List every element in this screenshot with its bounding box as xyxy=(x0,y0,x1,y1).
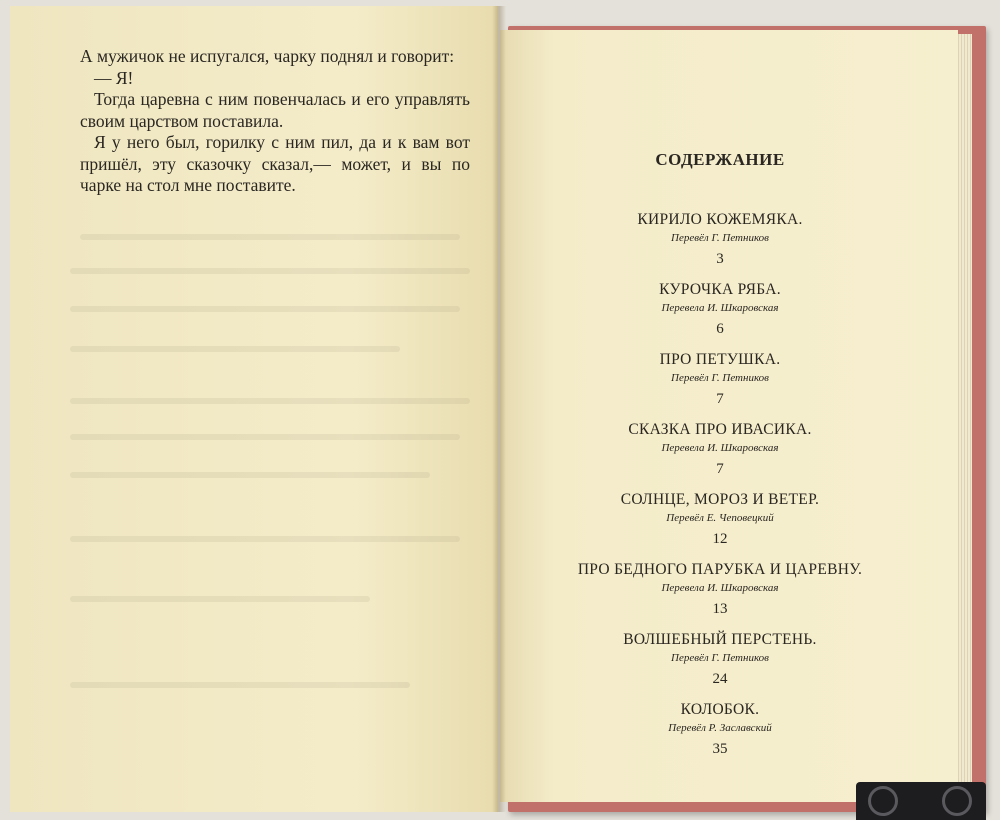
page-edges xyxy=(956,34,972,790)
paragraph: Я у него был, горилку с ним пил, да и к вам вот пришёл, эту сказочку сказал,— может, и вы по чарке на стол мне поставите. xyxy=(80,132,470,195)
show-through-line xyxy=(70,306,460,312)
show-through-line xyxy=(70,682,410,688)
paragraph: — Я! xyxy=(94,67,134,88)
toc-entry-page: 12 xyxy=(712,531,728,547)
clip-ring xyxy=(868,786,898,816)
show-through-line xyxy=(70,434,460,440)
show-through-line xyxy=(70,268,470,274)
show-through-line xyxy=(70,536,460,542)
toc-entry-translator: Перевёл Г. Петников xyxy=(671,372,769,384)
toc-entry-translator: Перевела И. Шкаровская xyxy=(661,582,779,594)
toc-entry-page: 7 xyxy=(716,391,724,407)
toc-entry-page: 13 xyxy=(712,601,728,617)
toc-entry-title: СКАЗКА ПРО ИВАСИКА. xyxy=(628,421,812,438)
show-through-line xyxy=(70,472,430,478)
show-through-line xyxy=(70,596,370,602)
toc-entry-title: СОЛНЦЕ, МОРОЗ И ВЕТЕР. xyxy=(620,491,820,508)
show-through-line xyxy=(70,398,470,404)
toc-entry-translator: Перевела И. Шкаровская xyxy=(661,442,779,454)
toc-heading: СОДЕРЖАНИЕ xyxy=(655,150,785,169)
toc-entry-title: ПРО ПЕТУШКА. xyxy=(659,351,781,368)
toc-entry-page: 7 xyxy=(716,461,724,477)
toc-entry-translator: Перевёл Г. Петников xyxy=(671,232,769,244)
toc-entry-title: КУРОЧКА РЯБА. xyxy=(659,281,781,298)
toc-entry xyxy=(500,420,940,480)
clip-ring xyxy=(942,786,972,816)
paragraph: А мужичок не испугался, чарку поднял и говорит: xyxy=(80,46,455,66)
toc-entry-page: 24 xyxy=(712,671,728,687)
toc-entry xyxy=(500,630,940,690)
toc-entry-translator: Перевёл Г. Петников xyxy=(671,652,769,664)
toc-entry xyxy=(500,350,940,410)
paragraph: Тогда царевна с ним повенчалась и его управлять своим царством поставила. xyxy=(80,89,470,131)
toc-entry xyxy=(500,490,940,550)
toc-entry-translator: Перевела И. Шкаровская xyxy=(661,302,779,314)
toc-entry xyxy=(500,210,940,270)
show-through-line xyxy=(80,234,460,240)
toc-entry-page: 3 xyxy=(716,251,724,267)
toc-entry-translator: Перевёл Е. Чеповецкий xyxy=(666,512,774,524)
table-of-contents xyxy=(500,150,940,770)
story-text xyxy=(80,46,470,197)
show-through-line xyxy=(70,346,400,352)
toc-entry-title: КОЛОБОК. xyxy=(680,701,760,718)
toc-entry-page: 6 xyxy=(716,321,724,337)
toc-entry-translator: Перевёл Р. Заславский xyxy=(668,722,772,734)
toc-entry-title: ПРО БЕДНОГО ПАРУБКА И ЦАРЕВНУ. xyxy=(577,561,863,578)
toc-entry xyxy=(500,280,940,340)
toc-entry-page: 35 xyxy=(712,741,728,757)
toc-entry-title: КИРИЛО КОЖЕМЯКА. xyxy=(637,211,803,228)
toc-entry xyxy=(500,560,940,620)
toc-entry xyxy=(500,700,940,760)
toc-entry-title: ВОЛШЕБНЫЙ ПЕРСТЕНЬ. xyxy=(623,631,817,648)
